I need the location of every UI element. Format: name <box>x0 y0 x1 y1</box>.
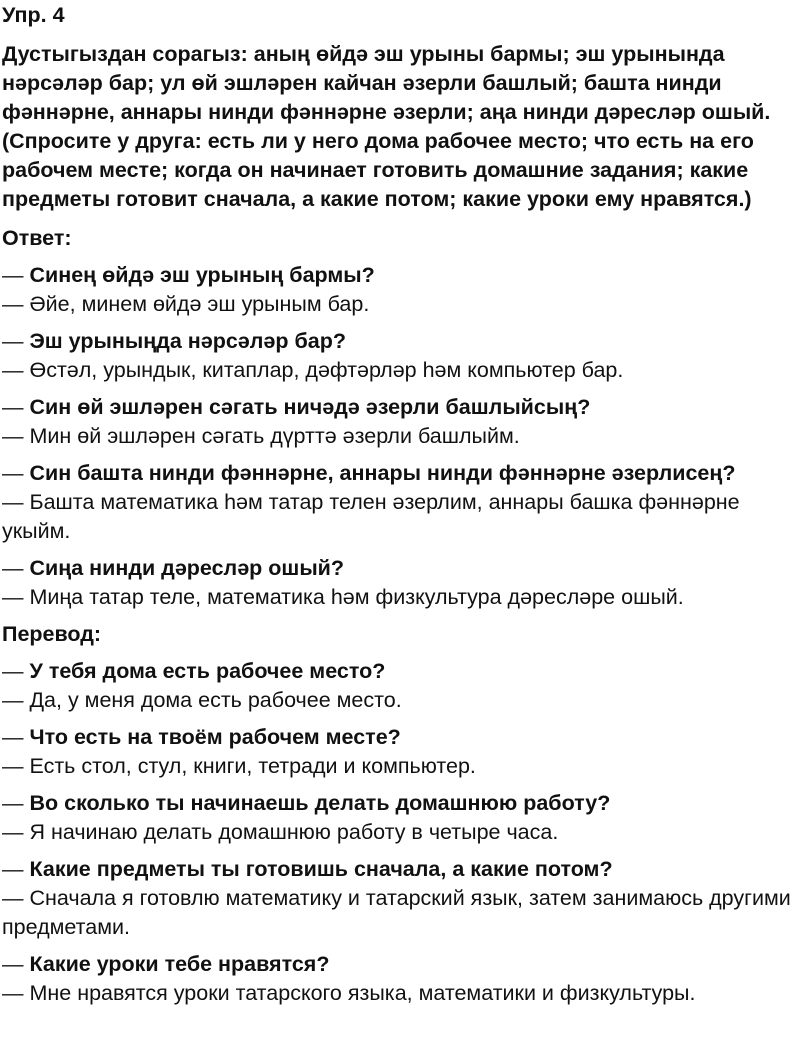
answer-line <box>2 818 798 847</box>
dash: — <box>2 358 30 382</box>
question-line <box>2 855 798 884</box>
question-text: Что есть на твоём рабочем месте? <box>29 725 401 749</box>
question-line <box>2 723 798 752</box>
question-line <box>2 393 798 422</box>
dialogue-pair <box>2 327 798 385</box>
answer-text: Мин өй эшләрен сәгать дүрттә әзерли башлыйм. <box>29 424 520 448</box>
question-line <box>2 459 798 488</box>
dialogue-pair <box>2 723 798 781</box>
question-text: Син өй эшләрен сәгать ничәдә әзерли башлыйсың? <box>29 395 591 419</box>
question-text: Какие предметы ты готовишь сначала, а какие потом? <box>29 857 613 881</box>
question-text: Во сколько ты начинаешь делать домашнюю работу? <box>29 791 611 815</box>
dash: — <box>2 886 30 910</box>
answer-line <box>2 752 798 781</box>
dialogue-pair <box>2 789 798 847</box>
dash: — <box>2 754 30 778</box>
answer-text: Я начинаю делать домашнюю работу в четыре часа. <box>29 820 559 844</box>
dash: — <box>2 725 30 749</box>
dash: — <box>2 857 30 881</box>
dialogue-pair <box>2 261 798 319</box>
dialogue-pair <box>2 459 798 546</box>
question-line <box>2 554 798 583</box>
answer-text: Сначала я готовлю математику и татарский язык, затем занимаюсь другими предметами. <box>2 886 791 939</box>
answer-dialogue <box>2 261 798 612</box>
dialogue-pair <box>2 554 798 612</box>
question-text: Какие уроки тебе нравятся? <box>29 952 330 976</box>
question-line <box>2 261 798 290</box>
answer-line <box>2 488 798 546</box>
answer-line <box>2 290 798 319</box>
translation-label: Перевод: <box>2 622 102 646</box>
question-text: У тебя дома есть рабочее место? <box>29 659 386 683</box>
document-page <box>0 1 800 1062</box>
answer-line <box>2 422 798 451</box>
dash: — <box>2 490 30 514</box>
question-line <box>2 327 798 356</box>
answer-line <box>2 686 798 715</box>
dialogue-pair <box>2 657 798 715</box>
dash: — <box>2 395 30 419</box>
dash: — <box>2 424 30 448</box>
dialogue-pair <box>2 950 798 1008</box>
dash: — <box>2 791 30 815</box>
task-text: Дустыгыздан сорагыз: аның өйдә эш урыны бармы; эш урынында нәрсәләр бар; ул өй эшләрен кайчан әзерли башлый; башта нинди фәннәрне, аннары нинди фәннәрне әзерли; аңа нинди дәресләр ошый. (Спросите у друга: есть ли у него дома рабочее место; что есть на его рабочем месте; когда он начинает готовить домашние задания; какие предметы готовит сначала, а какие потом; какие уроки ему нравятся.) <box>2 42 771 211</box>
answer-line <box>2 884 798 942</box>
dialogue-pair <box>2 855 798 942</box>
translation-dialogue <box>2 657 798 1008</box>
dash: — <box>2 820 30 844</box>
answer-text: Есть стол, стул, книги, тетради и компьютер. <box>29 754 476 778</box>
dash: — <box>2 659 30 683</box>
answer-line <box>2 583 798 612</box>
answer-text: Башта математика һәм татар телен әзерлим, аннары башка фәннәрне укыйм. <box>2 490 740 543</box>
exercise-title: Упр. 4 <box>2 3 65 27</box>
dash: — <box>2 461 30 485</box>
question-text: Сиңа нинди дәресләр ошый? <box>29 556 345 580</box>
dash: — <box>2 585 30 609</box>
answer-text: Өстәл, урындык, китаплар, дәфтәрләр һәм компьютер бар. <box>29 358 624 382</box>
answer-line <box>2 979 798 1008</box>
dash: — <box>2 952 30 976</box>
answer-line <box>2 356 798 385</box>
dialogue-pair <box>2 393 798 451</box>
answer-label: Ответ: <box>2 226 72 250</box>
dash: — <box>2 292 30 316</box>
dash: — <box>2 556 30 580</box>
question-text: Эш урыныңда нәрсәләр бар? <box>29 329 346 353</box>
answer-text: Әйе, минем өйдә эш урыным бар. <box>29 292 370 316</box>
dash: — <box>2 981 30 1005</box>
question-line <box>2 950 798 979</box>
question-line <box>2 657 798 686</box>
answer-text: Да, у меня дома есть рабочее место. <box>29 688 402 712</box>
question-line <box>2 789 798 818</box>
dash: — <box>2 688 30 712</box>
answer-text: Мне нравятся уроки татарского языка, математики и физкультуры. <box>29 981 696 1005</box>
dash: — <box>2 329 30 353</box>
question-text: Синең өйдә эш урының бармы? <box>29 263 375 287</box>
question-text: Син башта нинди фәннәрне, аннары нинди фәннәрне әзерлисең? <box>29 461 736 485</box>
answer-text: Миңа татар теле, математика һәм физкультура дәресләре ошый. <box>29 585 684 609</box>
dash: — <box>2 263 30 287</box>
